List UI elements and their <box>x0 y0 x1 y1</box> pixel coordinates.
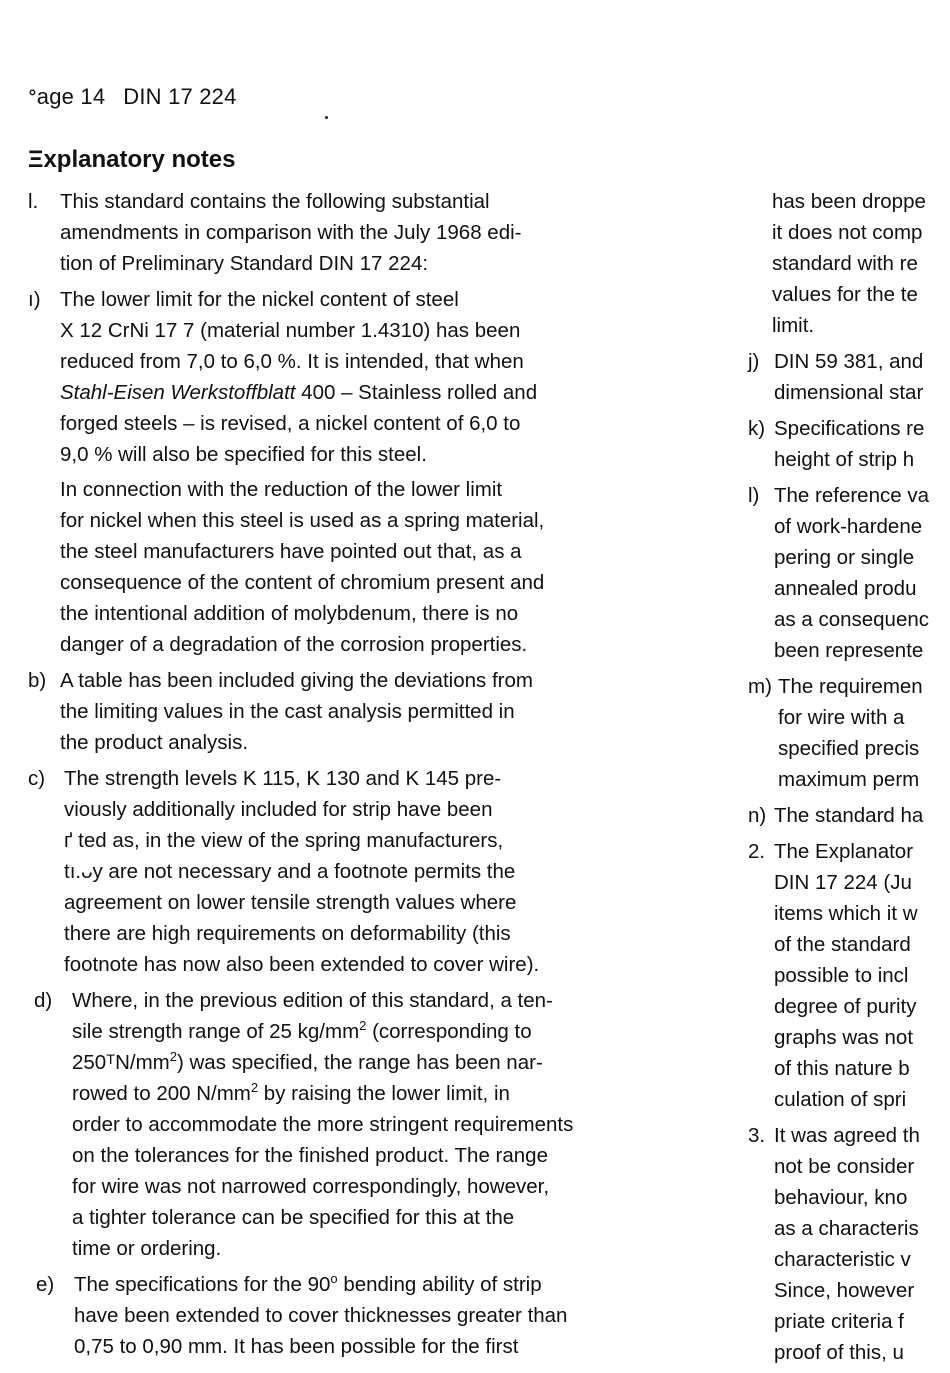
right-column <box>748 186 950 1373</box>
text-line: The strength levels K 115, K 130 and K 145 pre- <box>64 767 502 790</box>
text-line: consequence of the content of chromium present and <box>60 571 545 594</box>
text-fragment: bending ability of strip <box>337 1273 542 1296</box>
page-number: ᐤage 14 <box>28 84 106 109</box>
text-line: Where, in the previous edition of this standard, a ten- <box>72 989 553 1012</box>
text-line: graphs was not <box>774 1026 914 1049</box>
page-header <box>28 84 237 110</box>
text-fragment: 400 – Stainless rolled and <box>295 381 538 404</box>
left-column <box>28 186 696 1367</box>
text-line: the steel manufacturers have pointed out that, as a <box>60 540 522 563</box>
note-item-n <box>748 800 950 831</box>
text-line: on the tolerances for the finished product. The range <box>72 1144 548 1167</box>
item-marker: ı) <box>28 288 41 311</box>
note-item-1 <box>28 186 696 279</box>
text-fragment: ) was specified, the range has been nar- <box>176 1051 543 1074</box>
text-line: danger of a degradation of the corrosion properties. <box>60 633 528 656</box>
paragraph <box>60 474 696 660</box>
text-line: pering or single <box>774 546 915 569</box>
note-item-c <box>28 763 696 980</box>
item-marker: l) <box>748 484 760 507</box>
text-line: X 12 CrNi 17 7 (material number 1.4310) has been <box>60 319 521 342</box>
degree-sign: o <box>330 1271 338 1286</box>
text-line: tı.ᴗy are not necessary and a footnote permits the <box>64 860 516 883</box>
text-fragment: sile strength range of 25 kg/mm <box>72 1020 360 1043</box>
text-line: possible to incl <box>774 964 909 987</box>
item-marker: e) <box>36 1273 55 1296</box>
item-marker: 3. <box>748 1124 766 1147</box>
text-line: for nickel when this steel is used as a spring material, <box>60 509 545 532</box>
note-item-b <box>28 665 696 758</box>
item-marker: m) <box>748 675 772 698</box>
text-line: order to accommodate the more stringent requirements <box>72 1113 574 1136</box>
note-item-k <box>748 413 950 475</box>
text-fragment: (corresponding to <box>366 1020 532 1043</box>
note-item-3 <box>748 1120 950 1368</box>
scan-speck <box>325 116 328 119</box>
item-marker: k) <box>748 417 766 440</box>
text-line: as a consequenc <box>774 608 930 631</box>
text-line: been represente <box>774 639 924 662</box>
item-marker: j) <box>748 350 760 373</box>
text-line: dimensional star <box>774 381 924 404</box>
note-item-2 <box>748 836 950 1115</box>
text-line: values for the te <box>772 283 918 306</box>
text-line: This standard contains the following substantial <box>60 190 490 213</box>
note-item-e <box>28 1269 696 1362</box>
note-item-m <box>748 671 950 795</box>
superscript: 2 <box>359 1018 367 1033</box>
text-line: a tighter tolerance can be specified for this at the <box>72 1206 515 1229</box>
text-line: has been droppe <box>772 190 926 213</box>
text-line: priate criteria f <box>774 1310 904 1333</box>
text-line: reduced from 7,0 to 6,0 %. It is intended, that when <box>60 350 524 373</box>
text-line: of the standard <box>774 933 911 956</box>
text-line: it does not comp <box>772 221 923 244</box>
text-line: Specifications re <box>774 417 925 440</box>
item-marker: c) <box>28 767 46 790</box>
text-line: 9,0 % will also be specified for this steel. <box>60 443 427 466</box>
text-line: annealed produ <box>774 577 917 600</box>
text-line: items which it w <box>774 902 918 925</box>
text-line: for wire was not narrowed correspondingly, however, <box>72 1175 550 1198</box>
text-line: not be consider <box>774 1155 915 1178</box>
superscript: 2 <box>169 1049 177 1064</box>
text-line: The Explanator <box>774 840 914 863</box>
text-line: degree of purity <box>774 995 917 1018</box>
text-line: time or ordering. <box>72 1237 222 1260</box>
text-line: 0,75 to 0,90 mm. It has been possible for the first <box>74 1335 519 1358</box>
text-line: the product analysis. <box>60 731 249 754</box>
note-item-l <box>748 480 950 666</box>
text-line: It was agreed th <box>774 1124 920 1147</box>
text-line: behaviour, kno <box>774 1186 908 1209</box>
text-fragment: 250ᵀN/mm <box>72 1051 170 1074</box>
standard-number: DIN 17 224 <box>123 84 237 109</box>
item-marker: l. <box>28 190 39 213</box>
text-line: Since, however <box>774 1279 915 1302</box>
text-line: the intentional addition of molybdenum, there is no <box>60 602 519 625</box>
text-line: culation of spri <box>774 1088 907 1111</box>
text-line: specified precis <box>778 737 920 760</box>
text-line: DIN 59 381, and <box>774 350 924 373</box>
continued-text <box>748 186 950 341</box>
text-line: there are high requirements on deformability (this <box>64 922 511 945</box>
text-line: have been extended to cover thicknesses greater than <box>74 1304 568 1327</box>
item-marker: 2. <box>748 840 766 863</box>
text-line: tion of Preliminary Standard DIN 17 224: <box>60 252 429 275</box>
text-line: the limiting values in the cast analysis permitted in <box>60 700 515 723</box>
text-line <box>72 1078 696 1109</box>
italic-title: Stahl-Eisen Werkstoffblatt <box>60 381 296 404</box>
text-line: of this nature b <box>774 1057 910 1080</box>
text-line: characteristic v <box>774 1248 911 1271</box>
text-line: ґ ted as, in the view of the spring manufacturers, <box>64 829 504 852</box>
text-fragment: The specifications for the 90 <box>74 1273 331 1296</box>
text-line: The standard ha <box>774 804 924 827</box>
text-line: amendments in comparison with the July 1968 edi- <box>60 221 522 244</box>
text-line: height of strip h <box>774 448 915 471</box>
text-line: as a characteris <box>774 1217 919 1240</box>
text-line: forged steels – is revised, a nickel content of 6,0 to <box>60 412 521 435</box>
text-line: limit. <box>772 314 815 337</box>
item-marker: n) <box>748 804 767 827</box>
text-line: of work-hardene <box>774 515 923 538</box>
text-line: In connection with the reduction of the lower limit <box>60 478 503 501</box>
text-line: maximum perm <box>778 768 920 791</box>
section-title: Ξxplanatory notes <box>28 146 236 173</box>
text-line <box>74 1269 696 1300</box>
text-line: The reference va <box>774 484 929 507</box>
superscript: 2 <box>250 1080 259 1095</box>
text-line: The requiremen <box>778 675 923 698</box>
text-fragment: rowed to 200 N/mm <box>72 1082 251 1105</box>
text-line: footnote has now also been extended to cover wire). <box>64 953 540 976</box>
text-fragment: by raising the lower limit, in <box>258 1082 510 1105</box>
note-item-j <box>748 346 950 408</box>
text-line: for wire with a <box>778 706 905 729</box>
text-line: agreement on lower tensile strength values where <box>64 891 517 914</box>
text-line: A table has been included giving the deviations from <box>60 669 533 692</box>
text-line: standard with re <box>772 252 918 275</box>
item-marker: b) <box>28 669 47 692</box>
text-line <box>72 1047 696 1078</box>
text-line: viously additionally included for strip have been <box>64 798 493 821</box>
text-line: DIN 17 224 (Ju <box>774 871 912 894</box>
note-item-a <box>28 284 696 660</box>
text-line <box>72 1016 696 1047</box>
text-line <box>60 377 696 408</box>
note-item-d <box>28 985 696 1264</box>
text-line: proof of this, u <box>774 1341 904 1364</box>
item-marker: d) <box>34 989 53 1012</box>
text-line: The lower limit for the nickel content of steel <box>60 288 459 311</box>
